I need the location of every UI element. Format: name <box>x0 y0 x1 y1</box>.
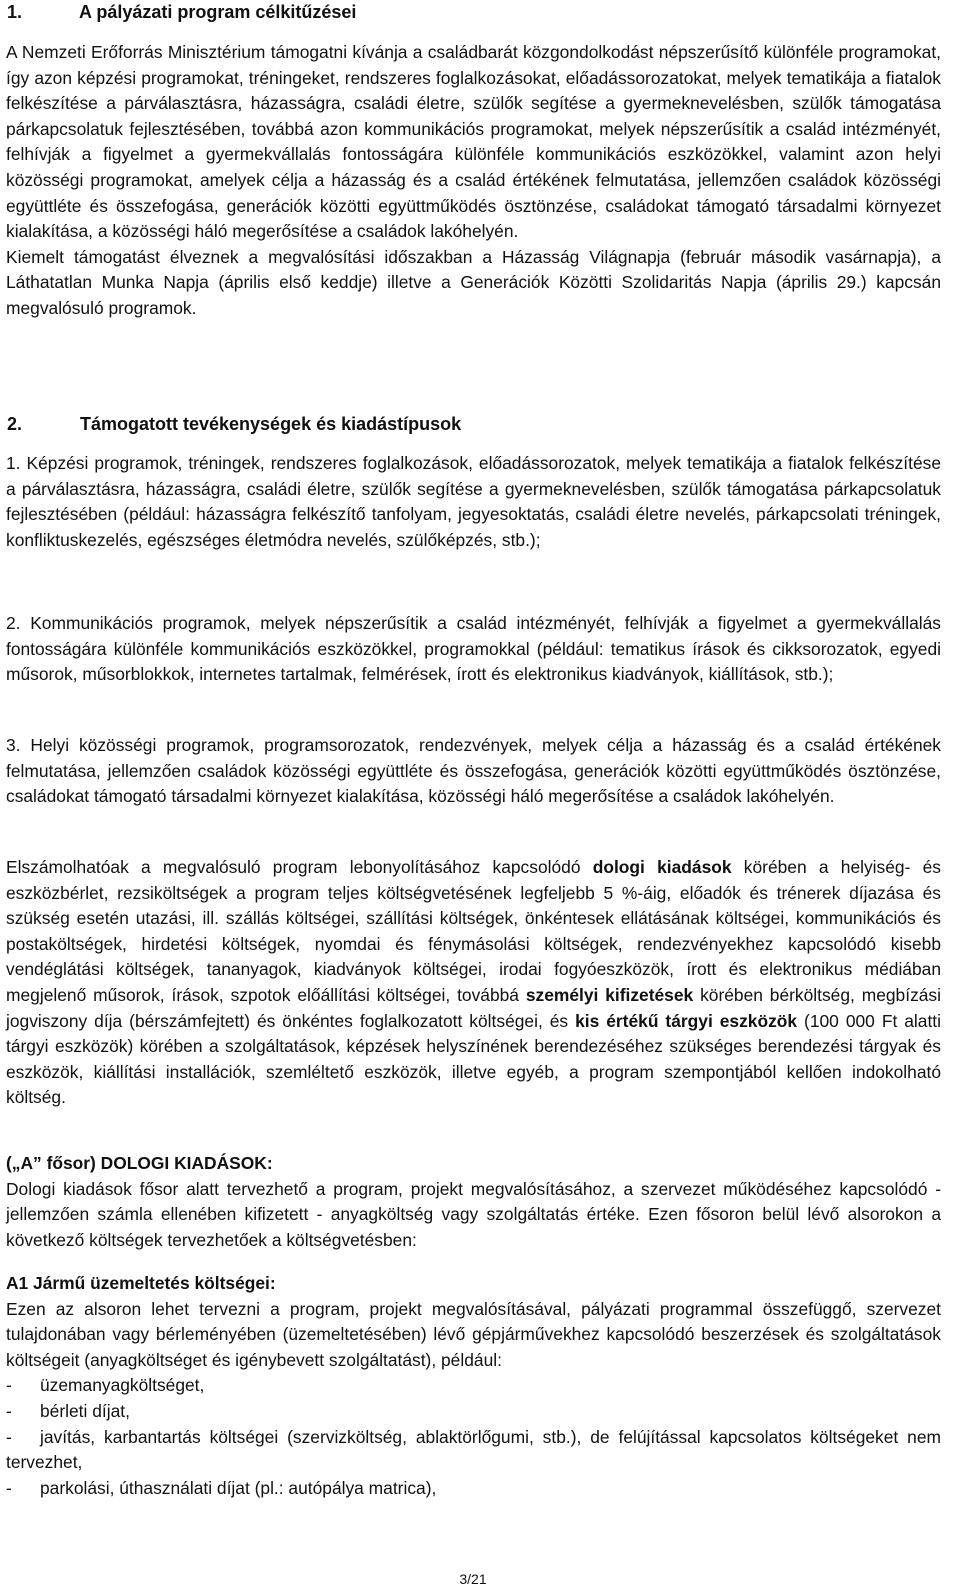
section-a-text: Dologi kiadások fősor alatt tervezhető a program, projekt megvalósításához, a szervezet működéséhez kapcsolódó - jellemzően számla ellenében kifizetett - anyagköltség vagy szolgáltatás értéke. Ezen fősoron belül lévő alsorokon a következő költségek tervezhetőek a költségvetésben: <box>6 1178 941 1250</box>
activity-item-3 <box>6 733 941 810</box>
section-heading-1 <box>7 0 356 26</box>
section-a-block <box>6 1151 941 1253</box>
list-item: - bérleti díjat, <box>6 1399 941 1425</box>
section-title: Támogatott tevékenységek és kiadástípusok <box>80 414 462 434</box>
list-item: - üzemanyagköltséget, <box>6 1373 941 1399</box>
section-number: 1. <box>7 2 23 22</box>
list-dash: - <box>6 1375 12 1396</box>
eligible-costs-paragraph <box>6 855 941 1111</box>
paragraph-highlighted-support: Kiemelt támogatást élveznek a megvalósítási időszakban a Házasság Világnapja (február második vasárnapja), a Láthatatlan Munka Napja (április első keddje) illetve a Generációk Közötti Szolidaritás Napja (április 29.) kapcsán megvalósuló programok. <box>6 246 941 318</box>
costs-text-3: körében bérköltség, megbízási jogviszony díja (bérszámfejtett) és önkéntes foglalkozatott költségei, és <box>6 984 941 1031</box>
section-a1-text: Ezen az alsoron lehet tervezni a program, projekt megvalósításával, pályázati programmal összefüggő, szervezet tulajdonában vagy bérleményében (üzemeltetésében) lévő gépjárművekhez kapcsolódó beszerzések és szolgáltatások költségeit (anyagköltséget és igénybevett szolgáltatást), például: <box>6 1298 941 1370</box>
list-item: - parkolási, úthasználati díjat (pl.: autópálya matrica), <box>6 1476 941 1502</box>
activity-text: 2. Kommunikációs programok, melyek népszerűsítik a család intézményét, felhívják a figyelmet a gyermekvállalás fontosságára különféle kommunikációs eszközökkel, programokkal (például: tematikus írások és cikksorozatok, egyedi műsorok, műsorblokkok, internetes tartalmak, felmérések, írott és elektronikus kiadványok, kiállítások, stb.); <box>6 613 941 685</box>
activity-text: 3. Helyi közösségi programok, programsorozatok, rendezvények, melyek célja a házasság és a család értékének felmutatása, jellemzően családok közösségi együttléte és összefogása, generációk közötti együttműködés ösztönzése, családokat támogató társadalmi környezet kialakítása, közösségi háló megerősítése a családok lakóhelyén. <box>6 735 941 807</box>
costs-bold-kis-erteku: kis értékű tárgyi eszközök <box>575 1010 798 1031</box>
costs-text-1: Elszámolhatóak a megvalósuló program lebonyolításához kapcsolódó <box>6 857 593 877</box>
costs-bold-dologi: dologi kiadások <box>592 857 732 877</box>
list-dash: - <box>6 1400 12 1421</box>
costs-text-2: körében a helyiség- és eszközbérlet, rezsiköltségek a program teljes költségvetésének legfeljebb 5 %-áig, előadók és trénerek díjazása és szükség esetén utazási, ill. szállás költségei, szállítási költségek, önkéntesek ellátásának költségei, kommunikációs és postaköltségek, hirdetési költségek, nyomdai és fénymásolási költségek, rendezvényekhez kapcsolódó kisebb vendéglátási költségek, tananyagok, kiadványok költségei, irodai fogyóeszközök, írott és elektronikus médiában megjelenő műsorok, írások, szpotok előállítási költségei, továbbá <box>6 857 941 1005</box>
list-dash: - <box>6 1477 12 1498</box>
section-a1-block <box>6 1271 941 1501</box>
section-a-title: („A” fősor) DOLOGI KIADÁSOK: <box>6 1153 273 1173</box>
activity-text: 1. Képzési programok, tréningek, rendszeres foglalkozások, előadássorozatok, melyek tematikája a fiatalok felkészítése a párválasztásra, házasságra, családi életre, szülők segítése a gyermeknevelésben, szülők támogatása párkapcsolatuk fejlesztésében (például: házasságra felkészítő tanfolyam, jegyesoktatás, családi életre nevelés, párkapcsolati tréningek, konfliktuskezelés, egészséges életmódra nevelés, szülőképzés, stb.); <box>6 453 941 550</box>
costs-text-4: (100 000 Ft alatti tárgyi eszközök) körében a szolgáltatások, képzések helyszínének berendezéséhez szükséges berendezési tárgyak és eszközök, kiállítási installációk, szemléltető eszközök, illetve egyéb, a program szempontjából kellően indokolható költség. <box>6 1010 941 1108</box>
page-number-footer <box>0 1567 960 1593</box>
section-title: A pályázati program célkitűzései <box>79 2 357 22</box>
list-dash: - <box>6 1426 12 1447</box>
activity-item-1 <box>6 451 941 553</box>
costs-bold-szemelyi: személyi kifizetések <box>525 984 694 1005</box>
intro-block <box>6 40 941 322</box>
list-item: - javítás, karbantartás költségei (szervizköltség, ablaktörlőgumi, stb.), de felújítással kapcsolatos költségeket nem tervezhet, <box>6 1426 941 1473</box>
paragraph-goals: A Nemzeti Erőforrás Minisztérium támogatni kívánja a családbarát közgondolkodást népszerűsítő különféle programokat, így azon képzési programokat, tréningeket, rendszeres foglalkozásokat, előadássorozatokat, melyek tematikája a fiatalok felkészítése a párválasztásra, házasságra, családi életre, szülők segítése a gyermeknevelésben, szülők támogatása párkapcsolatuk fejlesztésében, továbbá azon kommunikációs programokat, melyek népszerűsítik a család intézményét, felhívják a figyelmet a gyermekvállalás fontosságára különféle kommunikációs eszközökkel, valamint azon helyi közösségi programokat, amelyek célja a házasság és a család értékének felmutatása, jellemzően családok közösségi együttléte és összefogása, generációk közötti együttműködés ösztönzése, családokat támogató társadalmi környezet kialakítása, a közösségi háló megerősítése a családok lakóhelyén. <box>6 42 941 242</box>
section-a1-title: A1 Jármű üzemeltetés költségei: <box>6 1273 276 1293</box>
section-number: 2. <box>7 414 23 434</box>
activity-item-2 <box>6 611 941 688</box>
page-number: 3/21 <box>459 1571 487 1587</box>
section-heading-2 <box>7 412 461 438</box>
